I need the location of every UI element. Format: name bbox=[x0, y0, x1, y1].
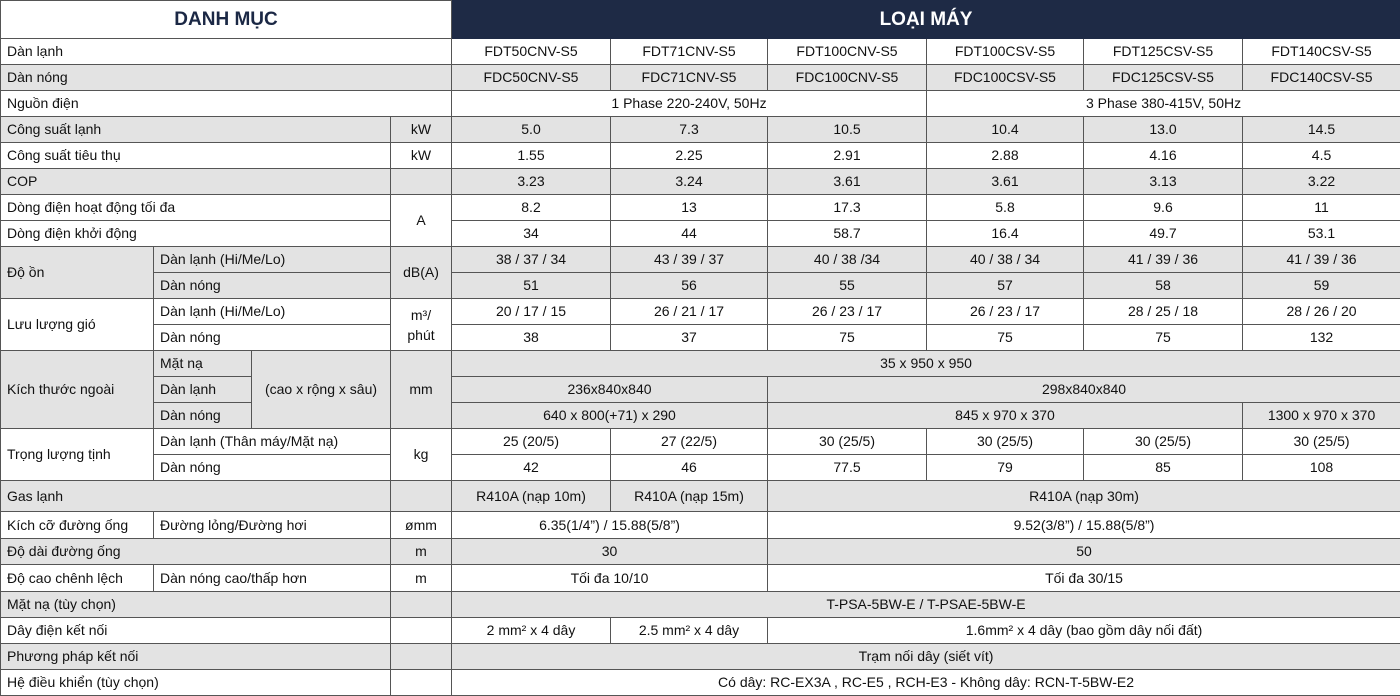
cell: 85 bbox=[1084, 455, 1243, 481]
cell: R410A (nạp 10m) bbox=[452, 481, 611, 512]
sub-label: Dàn lạnh bbox=[154, 377, 252, 403]
row-pipe-length bbox=[1, 539, 1400, 565]
cell: FDC71CNV-S5 bbox=[611, 65, 768, 91]
unit-cell: kW bbox=[391, 143, 452, 169]
cell: 3.13 bbox=[1084, 169, 1243, 195]
row-airflow-outdoor bbox=[1, 325, 1400, 351]
cell: FDC100CSV-S5 bbox=[927, 65, 1084, 91]
cell: 5.0 bbox=[452, 117, 611, 143]
cell: Có dây: RC-EX3A , RC-E5 , RCH-E3 - Không dây: RCN-T-5BW-E2 bbox=[452, 670, 1400, 696]
cell: 51 bbox=[452, 273, 611, 299]
cell: 46 bbox=[611, 455, 768, 481]
cell: 11 bbox=[1243, 195, 1400, 221]
cell: 55 bbox=[768, 273, 927, 299]
row-label: Dòng điện hoạt động tối đa bbox=[1, 195, 391, 221]
row-label: Độ dài đường ống bbox=[1, 539, 391, 565]
row-cop bbox=[1, 169, 1400, 195]
cell: R410A (nạp 30m) bbox=[768, 481, 1400, 512]
unit-cell bbox=[391, 670, 452, 696]
row-wiring bbox=[1, 618, 1400, 644]
cell: 1.55 bbox=[452, 143, 611, 169]
sub-label: Dàn lạnh (Thân máy/Mặt nạ) bbox=[154, 429, 391, 455]
row-panel-option bbox=[1, 592, 1400, 618]
row-power-supply bbox=[1, 91, 1400, 117]
row-label: Hệ điều khiển (tùy chọn) bbox=[1, 670, 391, 696]
cell: 2.5 mm² x 4 dây bbox=[611, 618, 768, 644]
cell: 9.6 bbox=[1084, 195, 1243, 221]
cell: Trạm nối dây (siết vít) bbox=[452, 644, 1400, 670]
row-max-current bbox=[1, 195, 1400, 221]
dimension-note: (cao x rộng x sâu) bbox=[252, 351, 391, 429]
unit-cell: m bbox=[391, 565, 452, 592]
unit-top: m³/ bbox=[411, 307, 431, 323]
cell: 26 / 23 / 17 bbox=[768, 299, 927, 325]
unit-cell: ømm bbox=[391, 512, 452, 539]
cell: 30 (25/5) bbox=[1084, 429, 1243, 455]
unit-cell bbox=[391, 481, 452, 512]
cell: FDT71CNV-S5 bbox=[611, 39, 768, 65]
cell: 75 bbox=[927, 325, 1084, 351]
row-label: Dòng điện khởi động bbox=[1, 221, 391, 247]
row-height-diff bbox=[1, 565, 1400, 592]
sub-label: Dàn nóng bbox=[154, 403, 252, 429]
row-label: Độ ồn bbox=[1, 247, 154, 299]
row-label: Dàn lạnh bbox=[1, 39, 452, 65]
cell: 2 mm² x 4 dây bbox=[452, 618, 611, 644]
cell: 14.5 bbox=[1243, 117, 1400, 143]
unit-cell bbox=[391, 299, 452, 351]
sub-label: Dàn nóng bbox=[154, 273, 391, 299]
row-label: Kích cỡ đường ống bbox=[1, 512, 154, 539]
row-label: Trọng lượng tịnh bbox=[1, 429, 154, 481]
row-pipe-size bbox=[1, 512, 1400, 539]
row-label: COP bbox=[1, 169, 391, 195]
cell: 9.52(3/8”) / 15.88(5/8”) bbox=[768, 512, 1400, 539]
cell: 57 bbox=[927, 273, 1084, 299]
cell: 640 x 800(+71) x 290 bbox=[452, 403, 768, 429]
header-models: LOẠI MÁY bbox=[452, 1, 1400, 39]
row-label: Gas lạnh bbox=[1, 481, 391, 512]
row-starting-current bbox=[1, 221, 1400, 247]
cell: FDT125CSV-S5 bbox=[1084, 39, 1243, 65]
row-cooling-capacity bbox=[1, 117, 1400, 143]
row-controller bbox=[1, 670, 1400, 696]
cell: FDC125CSV-S5 bbox=[1084, 65, 1243, 91]
cell: FDT100CNV-S5 bbox=[768, 39, 927, 65]
cell: FDC50CNV-S5 bbox=[452, 65, 611, 91]
cell: 30 (25/5) bbox=[927, 429, 1084, 455]
cell: 58 bbox=[1084, 273, 1243, 299]
cell: 5.8 bbox=[927, 195, 1084, 221]
cell: 10.4 bbox=[927, 117, 1084, 143]
cell: 43 / 39 / 37 bbox=[611, 247, 768, 273]
cell: 40 / 38 /34 bbox=[768, 247, 927, 273]
unit-cell bbox=[391, 618, 452, 644]
cell: 6.35(1/4”) / 15.88(5/8”) bbox=[452, 512, 768, 539]
cell: 1300 x 970 x 370 bbox=[1243, 403, 1400, 429]
cell: 58.7 bbox=[768, 221, 927, 247]
header-category: DANH MỤC bbox=[1, 1, 452, 39]
cell: 4.16 bbox=[1084, 143, 1243, 169]
cell: 41 / 39 / 36 bbox=[1243, 247, 1400, 273]
unit-cell bbox=[391, 592, 452, 618]
cell: FDC140CSV-S5 bbox=[1243, 65, 1400, 91]
cell: 77.5 bbox=[768, 455, 927, 481]
row-dim-indoor bbox=[1, 377, 1400, 403]
unit-cell: dB(A) bbox=[391, 247, 452, 299]
row-label: Dàn nóng bbox=[1, 65, 452, 91]
cell: 37 bbox=[611, 325, 768, 351]
row-label: Phương pháp kết nối bbox=[1, 644, 391, 670]
cell: 1.6mm² x 4 dây (bao gồm dây nối đất) bbox=[768, 618, 1400, 644]
cell: Tối đa 10/10 bbox=[452, 565, 768, 592]
row-outdoor-model bbox=[1, 65, 1400, 91]
cell: 34 bbox=[452, 221, 611, 247]
unit-cell bbox=[391, 644, 452, 670]
sub-label: Dàn lạnh (Hi/Me/Lo) bbox=[154, 247, 391, 273]
cell: 20 / 17 / 15 bbox=[452, 299, 611, 325]
cell: 108 bbox=[1243, 455, 1400, 481]
cell: 38 bbox=[452, 325, 611, 351]
row-noise-indoor bbox=[1, 247, 1400, 273]
row-label: Công suất tiêu thụ bbox=[1, 143, 391, 169]
cell: 75 bbox=[1084, 325, 1243, 351]
cell: 3.61 bbox=[768, 169, 927, 195]
header-row bbox=[1, 1, 1400, 39]
cell: 132 bbox=[1243, 325, 1400, 351]
row-indoor-model bbox=[1, 39, 1400, 65]
cell: 30 bbox=[452, 539, 768, 565]
row-label: Mặt nạ (tùy chọn) bbox=[1, 592, 391, 618]
cell: 59 bbox=[1243, 273, 1400, 299]
cell: 1 Phase 220-240V, 50Hz bbox=[452, 91, 927, 117]
cell: 27 (22/5) bbox=[611, 429, 768, 455]
cell: 38 / 37 / 34 bbox=[452, 247, 611, 273]
sub-label: Dàn lạnh (Hi/Me/Lo) bbox=[154, 299, 391, 325]
cell: 40 / 38 / 34 bbox=[927, 247, 1084, 273]
cell: 50 bbox=[768, 539, 1400, 565]
cell: 2.91 bbox=[768, 143, 927, 169]
cell: 3.23 bbox=[452, 169, 611, 195]
row-airflow-indoor bbox=[1, 299, 1400, 325]
cell: 56 bbox=[611, 273, 768, 299]
cell: 3.24 bbox=[611, 169, 768, 195]
unit-cell: m bbox=[391, 539, 452, 565]
cell: 53.1 bbox=[1243, 221, 1400, 247]
row-label: Dây điện kết nối bbox=[1, 618, 391, 644]
row-noise-outdoor bbox=[1, 273, 1400, 299]
cell: 298x840x840 bbox=[768, 377, 1400, 403]
cell: 3.22 bbox=[1243, 169, 1400, 195]
cell: FDT50CNV-S5 bbox=[452, 39, 611, 65]
row-label: Công suất lạnh bbox=[1, 117, 391, 143]
unit-cell bbox=[391, 169, 452, 195]
cell: 2.25 bbox=[611, 143, 768, 169]
cell: 2.88 bbox=[927, 143, 1084, 169]
row-label: Kích thước ngoài bbox=[1, 351, 154, 429]
cell: Tối đa 30/15 bbox=[768, 565, 1400, 592]
row-connection bbox=[1, 644, 1400, 670]
cell: 49.7 bbox=[1084, 221, 1243, 247]
cell: 28 / 25 / 18 bbox=[1084, 299, 1243, 325]
row-power-input bbox=[1, 143, 1400, 169]
cell: 236x840x840 bbox=[452, 377, 768, 403]
cell: 26 / 21 / 17 bbox=[611, 299, 768, 325]
cell: 13.0 bbox=[1084, 117, 1243, 143]
cell: 16.4 bbox=[927, 221, 1084, 247]
sub-label: Dàn nóng bbox=[154, 455, 391, 481]
sub-label: Dàn nóng bbox=[154, 325, 391, 351]
cell: 3 Phase 380-415V, 50Hz bbox=[927, 91, 1400, 117]
cell: 30 (25/5) bbox=[768, 429, 927, 455]
cell: 10.5 bbox=[768, 117, 927, 143]
cell: 26 / 23 / 17 bbox=[927, 299, 1084, 325]
cell: FDT140CSV-S5 bbox=[1243, 39, 1400, 65]
row-dim-panel bbox=[1, 351, 1400, 377]
row-label: Độ cao chênh lệch bbox=[1, 565, 154, 592]
cell: 44 bbox=[611, 221, 768, 247]
cell: R410A (nạp 15m) bbox=[611, 481, 768, 512]
sub-label: Đường lỏng/Đường hơi bbox=[154, 512, 391, 539]
row-label: Lưu lượng gió bbox=[1, 299, 154, 351]
cell: 35 x 950 x 950 bbox=[452, 351, 1400, 377]
cell: 75 bbox=[768, 325, 927, 351]
cell: 79 bbox=[927, 455, 1084, 481]
cell: 845 x 970 x 370 bbox=[768, 403, 1243, 429]
cell: 3.61 bbox=[927, 169, 1084, 195]
cell: 25 (20/5) bbox=[452, 429, 611, 455]
row-refrigerant bbox=[1, 481, 1400, 512]
sub-label: Mặt nạ bbox=[154, 351, 252, 377]
unit-cell: kg bbox=[391, 429, 452, 481]
row-weight-indoor bbox=[1, 429, 1400, 455]
cell: 42 bbox=[452, 455, 611, 481]
cell: 7.3 bbox=[611, 117, 768, 143]
sub-label: Dàn nóng cao/thấp hơn bbox=[154, 565, 391, 592]
cell: 28 / 26 / 20 bbox=[1243, 299, 1400, 325]
row-weight-outdoor bbox=[1, 455, 1400, 481]
unit-cell: A bbox=[391, 195, 452, 247]
unit-bottom: phút bbox=[407, 327, 434, 343]
cell: 4.5 bbox=[1243, 143, 1400, 169]
cell: 8.2 bbox=[452, 195, 611, 221]
cell: 13 bbox=[611, 195, 768, 221]
cell: FDC100CNV-S5 bbox=[768, 65, 927, 91]
unit-cell: kW bbox=[391, 117, 452, 143]
unit-cell: mm bbox=[391, 351, 452, 429]
cell: 41 / 39 / 36 bbox=[1084, 247, 1243, 273]
cell: FDT100CSV-S5 bbox=[927, 39, 1084, 65]
cell: 30 (25/5) bbox=[1243, 429, 1400, 455]
cell: 17.3 bbox=[768, 195, 927, 221]
row-label: Nguồn điện bbox=[1, 91, 452, 117]
row-dim-outdoor bbox=[1, 403, 1400, 429]
cell: T-PSA-5BW-E / T-PSAE-5BW-E bbox=[452, 592, 1400, 618]
